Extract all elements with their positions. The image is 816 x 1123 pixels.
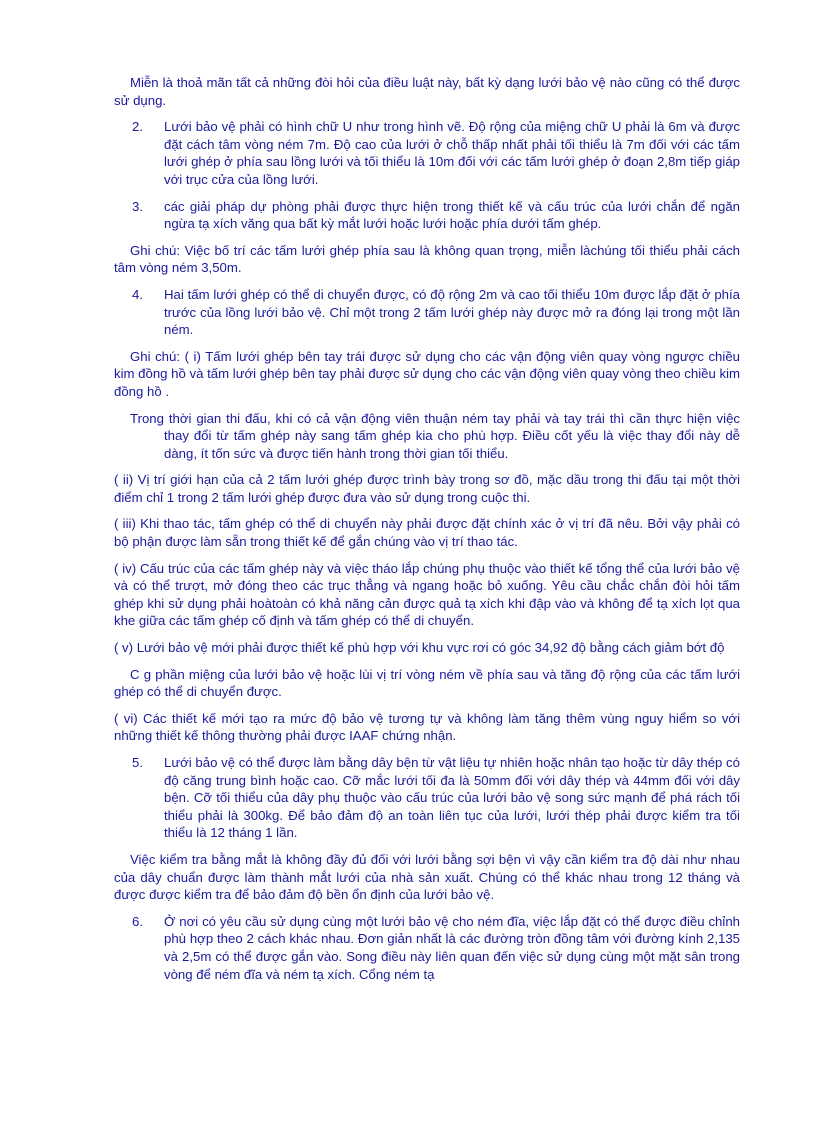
item-text: Hai tấm lưới ghép có thể di chuyển được, có độ rộng 2m và cao tối thiểu 10m được lắp đặt ở phía trước của lồng lưới bảo vệ. Chỉ một trong 2 tấm lưới ghép này được mở ra đóng lại trong một lần ném. xyxy=(164,286,740,338)
note-paragraph: Ghi chú: Việc bố trí các tấm lưới ghép phía sau là không quan trọng, miễn làchúng tối thiểu phải cách tâm vòng ném 3,50m. xyxy=(114,242,740,276)
paragraph-hanging: Trong thời gian thi đấu, khi có cả vận động viên thuận ném tay phải và tay trái thì cần thực hiện việc thay đổi từ tấm ghép này sang tấm ghép kia cho phù hợp. Điều cốt yếu là việc thay đổi này dễ dàng, ít tốn sức và được tiến hành trong thời gian tối thiểu. xyxy=(130,410,740,461)
item-text: Ở nơi có yêu cầu sử dụng cùng một lưới bảo vệ cho ném đĩa, việc lắp đặt có thể được điều chỉnh phù hợp theo 2 cách khác nhau. Đơn giản nhất là các đường tròn đồng tâm với đường kính 2,135 và 2,5m có thể được gắn vào. Song điều này liên quan đến việc sử dụng cùng một mặt sân trong vòng để ném đĩa và ném tạ xích. Cổng ném tạ xyxy=(164,913,740,982)
paragraph-continuation: C g phần miệng của lưới bảo vệ hoặc lùi vị trí vòng ném về phía sau và tăng độ rộng của các tấm lưới ghép có thể di chuyển được. xyxy=(114,666,740,700)
item-number: 4. xyxy=(132,286,143,302)
item-number: 2. xyxy=(132,119,143,135)
item-text: Lưới bảo vệ phải có hình chữ U như trong hình vẽ. Độ rộng của miệng chữ U phải là 6m và được đặt cách tâm vòng ném 7m. Độ cao của lưới ở chỗ thấp nhất phải tối thiểu là 7m đối với các tấm lưới ghép ở phía sau lồng lưới và tối thiểu là 10m đối với các tấm lưới ghép ở đoạn 2,8m tiếp giáp với trục cửa của lồng lưới. xyxy=(164,119,740,187)
note-paragraph: Ghi chú: ( i) Tấm lưới ghép bên tay trái được sử dụng cho các vận động viên quay vòng ngược chiều kim đồng hồ và tấm lưới ghép bên tay phải được sử dụng cho các vận động viên quay vòng theo chiều kim đồng hồ . xyxy=(114,348,740,399)
paragraph-v: ( v) Lưới bảo vệ mới phải được thiết kế phù hợp với khu vực rơi có góc 34,92 độ bằng cách giảm bớt độ xyxy=(114,640,725,656)
paragraph-inspection: Việc kiểm tra bằng mắt là không đầy đủ đối với lưới bằng sợi bện vì vậy cần kiểm tra độ dài như nhau của dây chuẩn được làm thành mắt lưới của nhà sản xuất. Chúng có thể khác nhau trong 12 tháng và được được kiểm tra để bảo đảm độ bền ổn định của lưới bảo vệ. xyxy=(114,851,740,903)
item-number: 3. xyxy=(132,198,143,214)
document-page xyxy=(114,74,740,983)
item-number: 6. xyxy=(132,913,143,929)
item-number: 5. xyxy=(132,755,143,770)
paragraph-vi: ( vi) Các thiết kế mới tạo ra mức độ bảo vệ tương tự và không làm tăng thêm vùng nguy hiểm so với những thiết kế thông thường phải được IAAF chứng nhận. xyxy=(114,710,740,744)
paragraph-iii: ( iii) Khi thao tác, tấm ghép có thể di chuyển này phải được đặt chính xác ở vị trí đã nêu. Bởi vậy phải có bộ phận được làm sẵn trong thiết kế để gắn chúng vào vị trí thao tác. xyxy=(114,516,740,550)
item-text: Lưới bảo vệ có thể được làm bằng dây bện từ vật liệu tự nhiên hoặc nhân tạo hoặc từ dây thép có độ căng trung bình hoặc cao. Cỡ mắc lưới tối đa là 50mm đối với dây thép và 44mm đối với dây bện. Cỡ tối thiểu của dây phụ thuộc vào cấu trúc của lưới bảo vệ song sức mạnh để phá rách tối thiểu phải là 300kg. Để bảo đảm độ an toàn liên tục của lưới, lưới thép phải được kiểm tra tối thiểu là 12 tháng 1 lần. xyxy=(164,755,740,841)
paragraph-ii: ( ii) Vị trí giới hạn của cả 2 tấm lưới ghép được trình bày trong sơ đồ, mặc dầu trong thi đấu tại một thời điểm chỉ 1 trong 2 tấm lưới ghép được đưa vào sử dụng trong cuộc thi. xyxy=(114,472,740,505)
numbered-item-6 xyxy=(114,913,740,983)
paragraph-iv: ( iv) Cấu trúc của các tấm ghép này và việc tháo lắp chúng phụ thuộc vào thiết kế tổng thể của lưới bảo vệ và có thể trượt, mở đóng theo các trục thẳng và ngang hoặc bỏ xuống. Yêu cầu chắc chắn đòi hỏi tấm ghép khi sử dụng phải hoàtoàn có khả năng cản được quả tạ xích khi đập vào và không để tạ xích lọt qua khe giữa các tấm ghép cố định và tấm ghép có thể di chuyển. xyxy=(114,560,740,629)
paragraph-intro: Miễn là thoả mãn tất cả những đòi hỏi của điều luật này, bất kỳ dạng lưới bảo vệ nào cũng có thể được sử dụng. xyxy=(114,75,740,108)
numbered-item-4 xyxy=(114,286,740,339)
item-text: các giải pháp dự phòng phải được thực hiện trong thiết kế và cấu trúc của lưới chắn để ngăn ngừa tạ xích văng qua bất kỳ mắt lưới hoặc lưới hoặc phía dưới tấm ghép. xyxy=(164,198,740,232)
numbered-item-5 xyxy=(114,754,740,842)
numbered-item-2 xyxy=(114,118,740,188)
numbered-item-3 xyxy=(114,198,740,233)
